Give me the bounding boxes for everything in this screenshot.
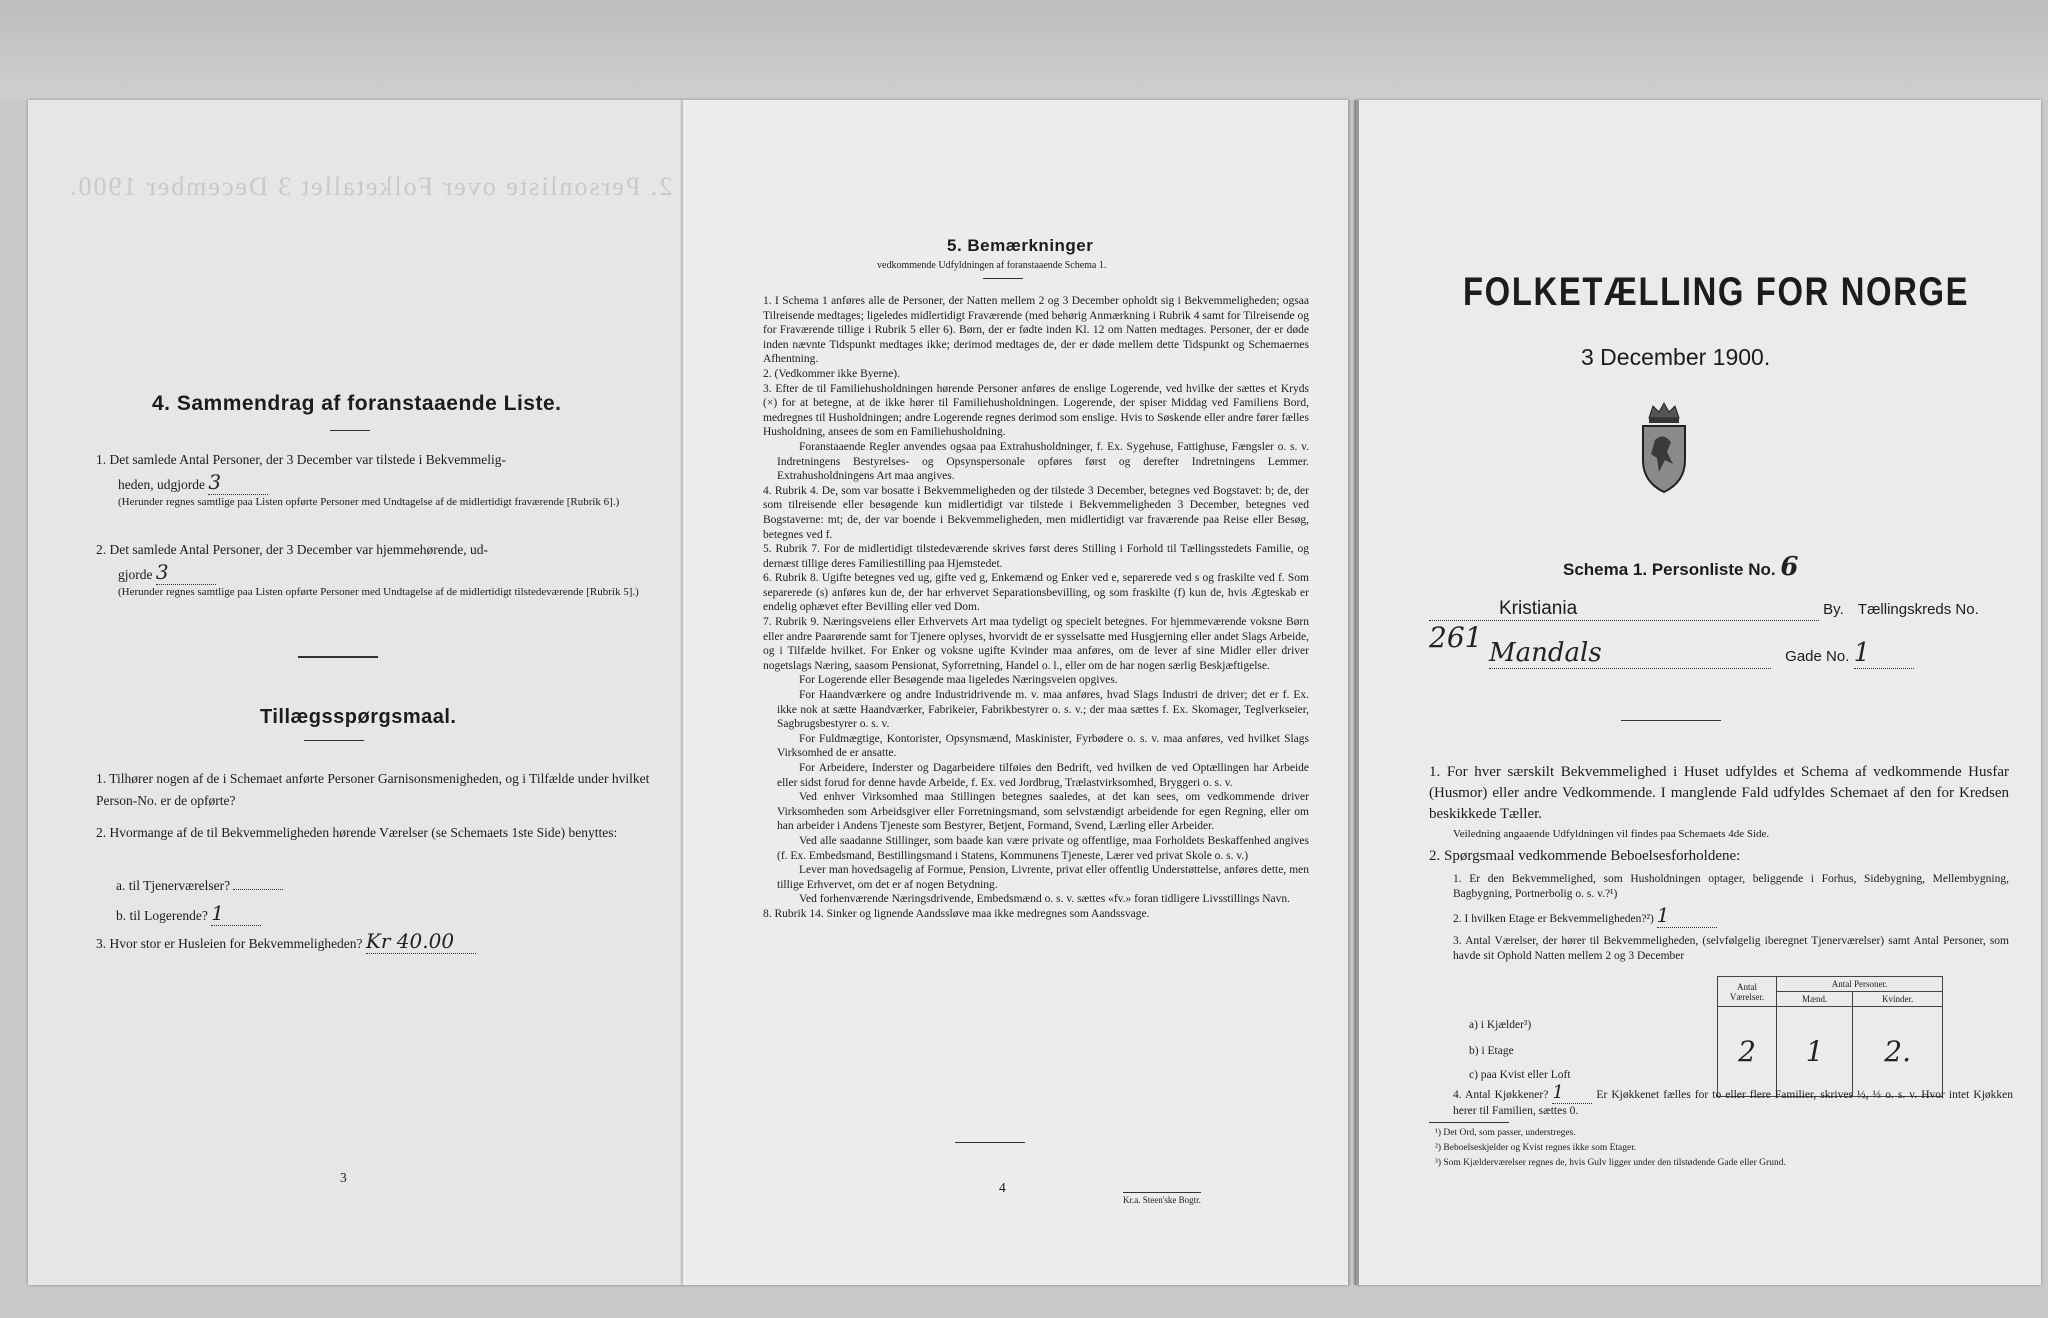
divider bbox=[330, 430, 370, 431]
divider bbox=[1429, 1122, 1509, 1123]
housing-question-2-label: 2. I hvilken Etage er Bekvemmeligheden?²) bbox=[1453, 913, 1654, 925]
middle-page bbox=[682, 100, 1349, 1285]
question-2a-label: a. til Tjenerværelser? bbox=[116, 878, 231, 893]
remark-paragraph: Ved forhenværende Næringsdrivende, Embedsmænd o. s. v. sættes «fv.» foran tidligere Livsstillings Navn. bbox=[799, 893, 1291, 906]
remark-paragraph: 3. Efter de til Familiehusholdningen hørende Personer anføres de enslige Logerende, ved hvilke der sættes et Kryds (×) for at betegne, at de ikke hører til Familiehusholdningen. Logerende, der spiser Middag ved Familiens Bord, medregnes til Husholdningen; andre Logerende regnes derimod som enslige. Hvis to Søskende eller andre fører fælles Husholdning, ansees de som en Familiehusholdning. bbox=[763, 382, 1309, 439]
left-page bbox=[28, 100, 682, 1285]
remark-paragraph: 8. Rubrik 14. Sinker og lignende Aandssløve maa ikke medregnes som Aandssvage. bbox=[763, 907, 1150, 920]
schema-line bbox=[1563, 552, 1798, 582]
kitchen-value: 1 bbox=[1552, 1082, 1564, 1103]
item2-note: (Herunder regnes samtlige paa Listen opførte Personer med Undtagelse af de midlertidigt tilstedeværende [Rubrik 5].) bbox=[118, 586, 639, 598]
footnote-2: ²) Beboelseskjelder og Kvist regnes ikke som Etager. bbox=[1435, 1143, 1637, 1153]
schema-label: Schema 1. Personliste No. bbox=[1563, 560, 1776, 579]
etage-value: 1 bbox=[1656, 903, 1670, 927]
page-number: 3 bbox=[340, 1170, 347, 1185]
question-2b-value: 1 bbox=[211, 901, 224, 925]
col-women-header: Kvinder. bbox=[1853, 992, 1943, 1007]
kitchen-note: Er Kjøkkenet fælles for to eller flere Familier, skrives ½, ⅓ o. s. v. Hvor intet Kjøkken herer til Familien, sættes 0. bbox=[1453, 1089, 2013, 1117]
instruction-1: 1. For hver særskilt Bekvemmelighed i Huset udfyldes et Schema af vedkommende Husfar (Husmor) eller andre Vedkommende. I manglende Fald udfyldes Schemaet af den for Kredsen beskikkede Tæller. bbox=[1429, 764, 2009, 822]
row-b-label: b) i Etage bbox=[1469, 1045, 1514, 1057]
scan-background bbox=[0, 0, 2048, 100]
gade-number: 1 bbox=[1853, 638, 1871, 668]
question-3-label: 3. Hvor stor er Husleien for Bekvemmeligheden? bbox=[96, 936, 363, 951]
item1-text: 1. Det samlede Antal Personer, der 3 December var tilstede i Bekvemmelig- bbox=[96, 452, 506, 467]
remark-paragraph: For Fuldmægtige, Kontorister, Opsynsmænd, Maskinister, Fyrbødere o. s. v. maa anføres, ved hvilket Slags Virksomhed de er ansatte. bbox=[777, 732, 1309, 760]
coat-of-arms-icon bbox=[1637, 400, 1691, 501]
remark-paragraph: 7. Rubrik 9. Næringsveiens eller Erhvervets Art maa tydeligt og specielt betegnes. For hjemmeværende voksne Børn eller andre Paarørende samt for Tjenere oplyses, hvorvidt de er sysselsatte med Husgjerning eller andet Slags Arbeide, og i Tilfælde hvilket. For Enker og voksne ugifte Kvinder maa anføres, om de lever af sine Midler eller driver nogetslags Næring, saasom Pensionat, Syforretning, Handel o. l., eller om de har nogen særlig Beskjæftigelse. bbox=[763, 616, 1309, 672]
instruction-2: 2. Spørgsmaal vedkommende Beboelsesforholdene: bbox=[1429, 848, 1741, 864]
gade-label: Gade No. bbox=[1785, 648, 1850, 665]
by-label: By. bbox=[1823, 601, 1844, 618]
section4-title: 4. Sammendrag af foranstaaende Liste. bbox=[152, 392, 562, 415]
remark-paragraph: 1. I Schema 1 anføres alle de Personer, der Natten mellem 2 og 3 December opholdt sig i Bekvemmeligheden; ogsaa Tilreisende medtages; ligeledes midlertidigt Fraværende (med behørig Anmærkning i Rubrik 4 samt for Tilreisende og for Fraværende tillige i Rubrik 5 eller 6). Børn, der er fødte inden Kl. 12 om Natten medtages. Personer, der er døde inden nævnte Tidspunkt medtages ikke; derimod medtages de, der er døde mellem dette Tidspunkt og Schemaernes Afhentning. bbox=[763, 295, 1309, 366]
remark-paragraph: Ved enhver Virksomhed maa Stillingen betegnes saaledes, at det kan sees, om vedkommende driver Virksomheden som Arbeidsgiver eller Forretningsmand, som selvstændigt arbeidende for egen Regning, eller om han arbeider i Andens Tjeneste som Bestyrer, Betjent, Formand, Svend, Lærling eller Arbeider. bbox=[777, 791, 1309, 833]
remark-paragraph: For Haandværkere og andre Industridrivende m. v. maa anføres, hvad Slags Industri de driver; det er f. Ex. ikke nok at sætte Haandværker, Fabrikeier, Fabrikbestyrer o. s. v.; der maa sættes f. Ex. Skomager, Teglverkseier, Sagbrugsbestyrer o. s. v. bbox=[777, 689, 1309, 731]
item2-label: gjorde bbox=[118, 567, 153, 582]
divider bbox=[298, 656, 378, 658]
footnote-3: ³) Som Kjælderværelser regnes de, hvis Gulv ligger under den tilstødende Gade eller Grund. bbox=[1435, 1158, 1786, 1168]
rooms-persons-table bbox=[1717, 976, 1943, 1097]
question-2: 2. Hvormange af de til Bekvemmeligheden hørende Værelser (se Schemaets 1ste Side) benyttes: bbox=[96, 825, 618, 840]
col-men-header: Mænd. bbox=[1777, 992, 1853, 1007]
remarks-title: 5. Bemærkninger bbox=[947, 236, 1094, 255]
page-number: 4 bbox=[999, 1180, 1006, 1195]
housing-question-3: 3. Antal Værelser, der hører til Bekvemmeligheden, (selvfølgelig iberegnet Tjenerværelser) samt Antal Personer, som havde sit Ophold Natten mellem 2 og 3 December bbox=[1453, 935, 2009, 962]
question-3-value: Kr 40.00 bbox=[365, 929, 455, 953]
row-c-label: c) paa Kvist eller Loft bbox=[1469, 1069, 1571, 1081]
item1-note: (Herunder regnes samtlige paa Listen opførte Personer med Undtagelse af de midlertidigt fraværende [Rubrik 6].) bbox=[118, 496, 620, 508]
remark-paragraph: 6. Rubrik 8. Ugifte betegnes ved ug, gifte ved g, Enkemænd og Enker ved e, separerede ved s og fraskilte ved f. Som separerede (s) anføres kun de, der har erhvervet Separationsbevilling, og som fraskilte (f) kun de, hvis Ægteskab er endelig ophævet efter Bevilling eller ved Dom. bbox=[763, 572, 1309, 614]
women-value: 2. bbox=[1853, 1007, 1943, 1097]
tillaeg-title: Tillægsspørgsmaal. bbox=[260, 706, 457, 728]
question-1: 1. Tilhører nogen af de i Schemaet anførte Personer Garnisonsmenigheden, og i Tilfælde under hvilket Person-No. er de opførte? bbox=[96, 771, 650, 808]
housing-question-1: 1. Er den Bekvemmelighed, som Husholdningen optager, beliggende i Forhus, Sidebygning, Mellembygning, Bagbygning, Portnerbolig o. s. v.?¹) bbox=[1453, 873, 2009, 900]
footnotes bbox=[1435, 1126, 1786, 1171]
summary-item-2 bbox=[96, 540, 656, 600]
item1-value: 3 bbox=[208, 470, 222, 494]
city-name: Kristiania bbox=[1499, 598, 1578, 619]
kitchen-label: 4. Antal Kjøkkener? bbox=[1453, 1089, 1549, 1101]
bleed-through-text: 2. Personliste over Folketallet 3 December 1900. bbox=[68, 172, 673, 201]
remark-paragraph: Foranstaaende Regler anvendes ogsaa paa Extrahusholdninger, f. Ex. Sygehuse, Fattighuse, Fængsler o. s. v. Indretningens Bestyrelses- og Opsynspersonale opføres først og derefter Indretningens Lemmer. Extrahusholdningens Art maa angives. bbox=[777, 440, 1309, 483]
housing-question-2 bbox=[1453, 903, 2009, 928]
remarks-body bbox=[763, 294, 1309, 922]
remark-paragraph: For Logerende eller Besøgende maa ligeledes Næringsveien opgives. bbox=[799, 674, 1118, 687]
census-title: FOLKETÆLLING FOR NORGE bbox=[1463, 270, 1970, 314]
remarks-subtitle: vedkommende Udfyldningen af foranstaaende Schema 1. bbox=[877, 260, 1107, 271]
col-rooms-header: Antal Værelser. bbox=[1718, 977, 1777, 1007]
remark-paragraph: Ved alle saadanne Stillinger, som baade kan være private og offentlige, maa Forholdets Beskaffenhed angives (f. Ex. Embedsmand, Bestillingsmand i Statens, Kommunens Tjeneste, Lærer ved privat Skole o. s. v.) bbox=[777, 834, 1309, 862]
question-2b-label: b. til Logerende? bbox=[116, 908, 208, 923]
men-value: 1 bbox=[1777, 1007, 1853, 1097]
row-a-label: a) i Kjælder³) bbox=[1469, 1019, 1532, 1031]
street-name: Mandals bbox=[1489, 638, 1602, 668]
item1-label: heden, udgjorde bbox=[118, 477, 205, 492]
item2-value: 3 bbox=[155, 560, 169, 584]
street-line bbox=[1489, 638, 1969, 669]
divider bbox=[955, 1142, 1025, 1143]
question-2b bbox=[116, 901, 261, 926]
remark-paragraph: 4. Rubrik 4. De, som var bosatte i Bekvemmeligheden og der tilstede 3 December, betegnes ved Bogstavet: b; de, der som tilreisende eller besøgende kun midlertidigt var tilstede i Bekvemmeligheden 3 December, betegnes ved Bogstaverne: mt; de, der var boende i Bekvemmeligheden, men midlertidigt var fraværende paa Reise eller Besøg, betegnes ved f. bbox=[763, 484, 1309, 541]
item2-text: 2. Det samlede Antal Personer, der 3 December var hjemmehørende, ud- bbox=[96, 542, 488, 557]
instruction-1-note: Veiledning angaaende Udfyldningen vil findes paa Schemaets 4de Side. bbox=[1453, 828, 1770, 840]
divider bbox=[1621, 720, 1721, 721]
census-date: 3 December 1900. bbox=[1581, 344, 1771, 370]
book-fold bbox=[1348, 100, 1356, 1285]
right-page bbox=[1356, 100, 2041, 1285]
divider bbox=[304, 740, 364, 741]
kreds-number: 261 bbox=[1429, 621, 1483, 654]
remark-paragraph: 2. (Vedkommer ikke Byerne). bbox=[763, 367, 901, 380]
rooms-value: 2 bbox=[1718, 1007, 1777, 1097]
housing-question-4 bbox=[1453, 1082, 2013, 1118]
col-persons-header: Antal Personer. bbox=[1777, 977, 1943, 992]
question-2a bbox=[116, 876, 283, 895]
remark-paragraph: For Arbeidere, Inderster og Dagarbeidere tilføies den Bedrift, ved hvilken de ved Optællingen har Arbeide eller sidst forud for denne havde Arbeide, f. Ex. ved Jordbrug, Trælastvirksomhed, Bryggeri o. s. v. bbox=[777, 762, 1309, 789]
summary-item-1 bbox=[96, 450, 656, 510]
divider bbox=[983, 278, 1023, 279]
personliste-number: 6 bbox=[1780, 552, 1799, 582]
kreds-label: Tællingskreds No. bbox=[1857, 601, 1979, 618]
remark-paragraph: 5. Rubrik 7. For de midlertidigt tilstedeværende skrives først deres Stilling i Forhold til Tællingsstedets Familie, og dernæst tillige deres Familiestilling paa Hjemstedet. bbox=[763, 543, 1309, 570]
remark-paragraph: Lever man hovedsagelig af Formue, Pension, Livrente, privat eller offentlig Understøttelse, anføres dette, men tillige Erhvervet, om det er af nogen Betydning. bbox=[777, 864, 1309, 891]
question-3 bbox=[96, 929, 476, 954]
footnote-1: ¹) Det Ord, som passer, understreges. bbox=[1435, 1128, 1576, 1138]
printer-imprint: Kr.a. Steen'ske Bogtr. bbox=[1123, 1192, 1201, 1205]
